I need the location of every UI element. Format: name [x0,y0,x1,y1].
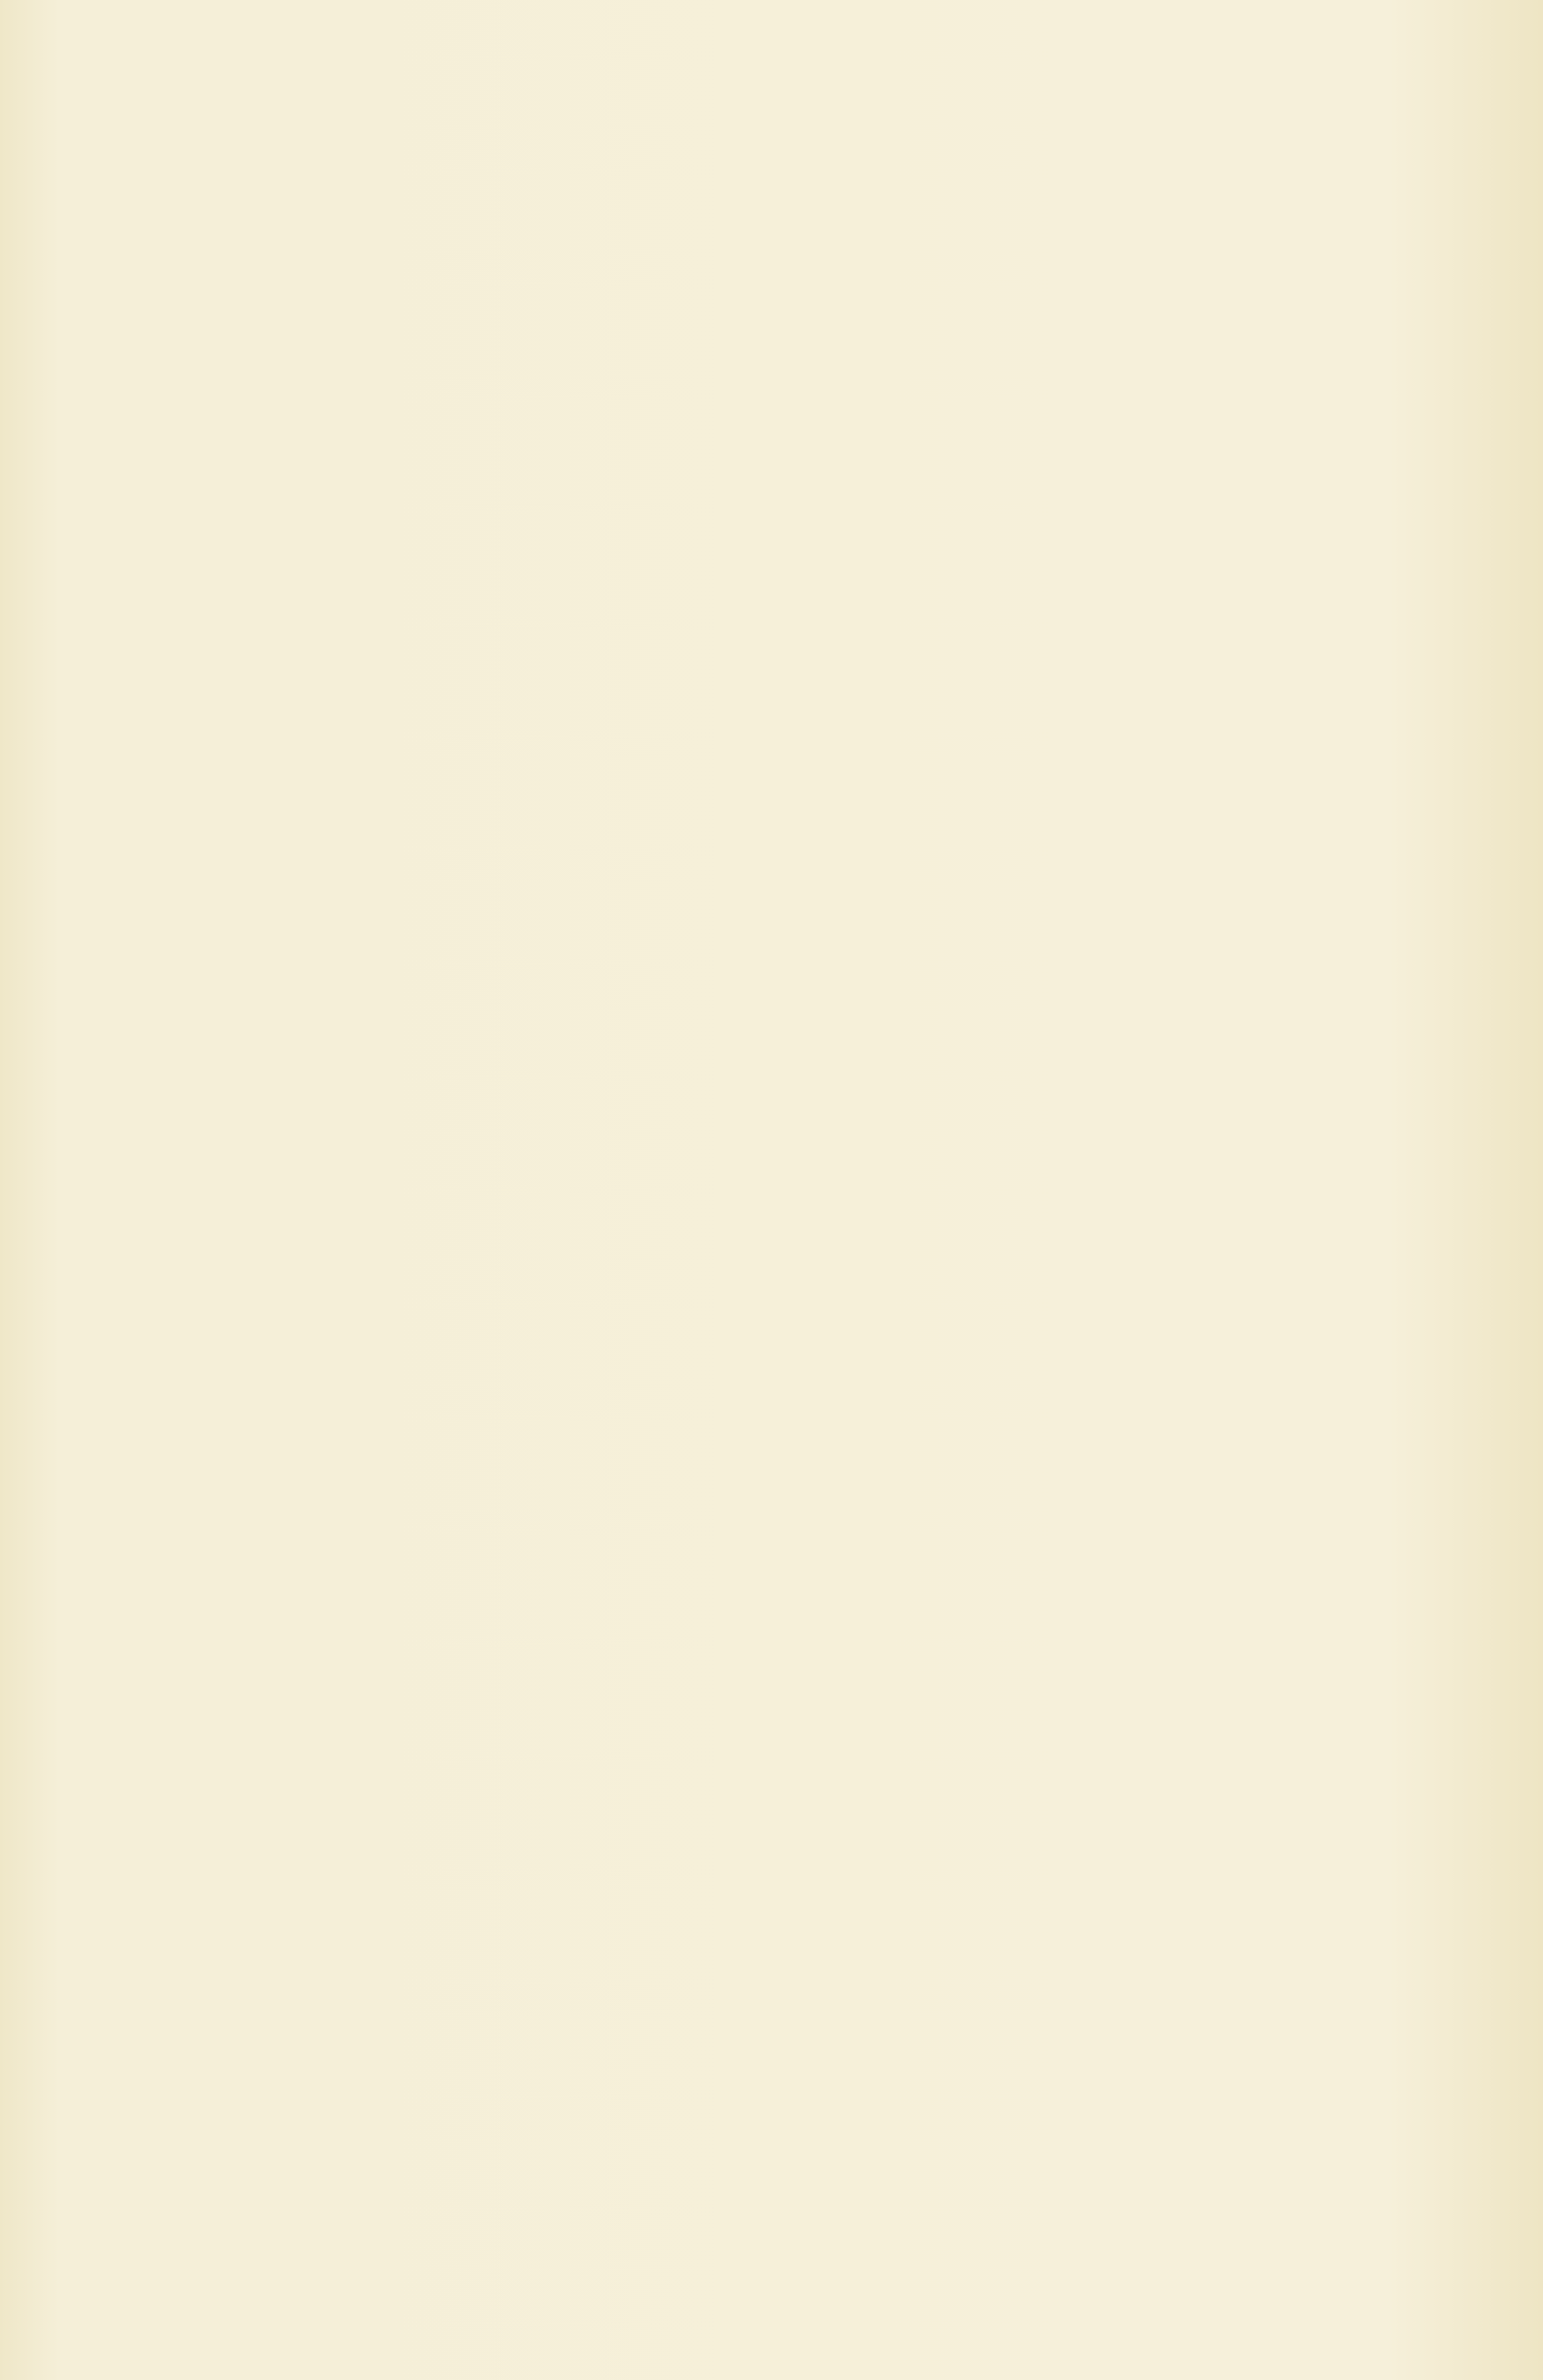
decorative-ornament-band [439,1266,1345,1323]
running-header [433,287,1375,347]
